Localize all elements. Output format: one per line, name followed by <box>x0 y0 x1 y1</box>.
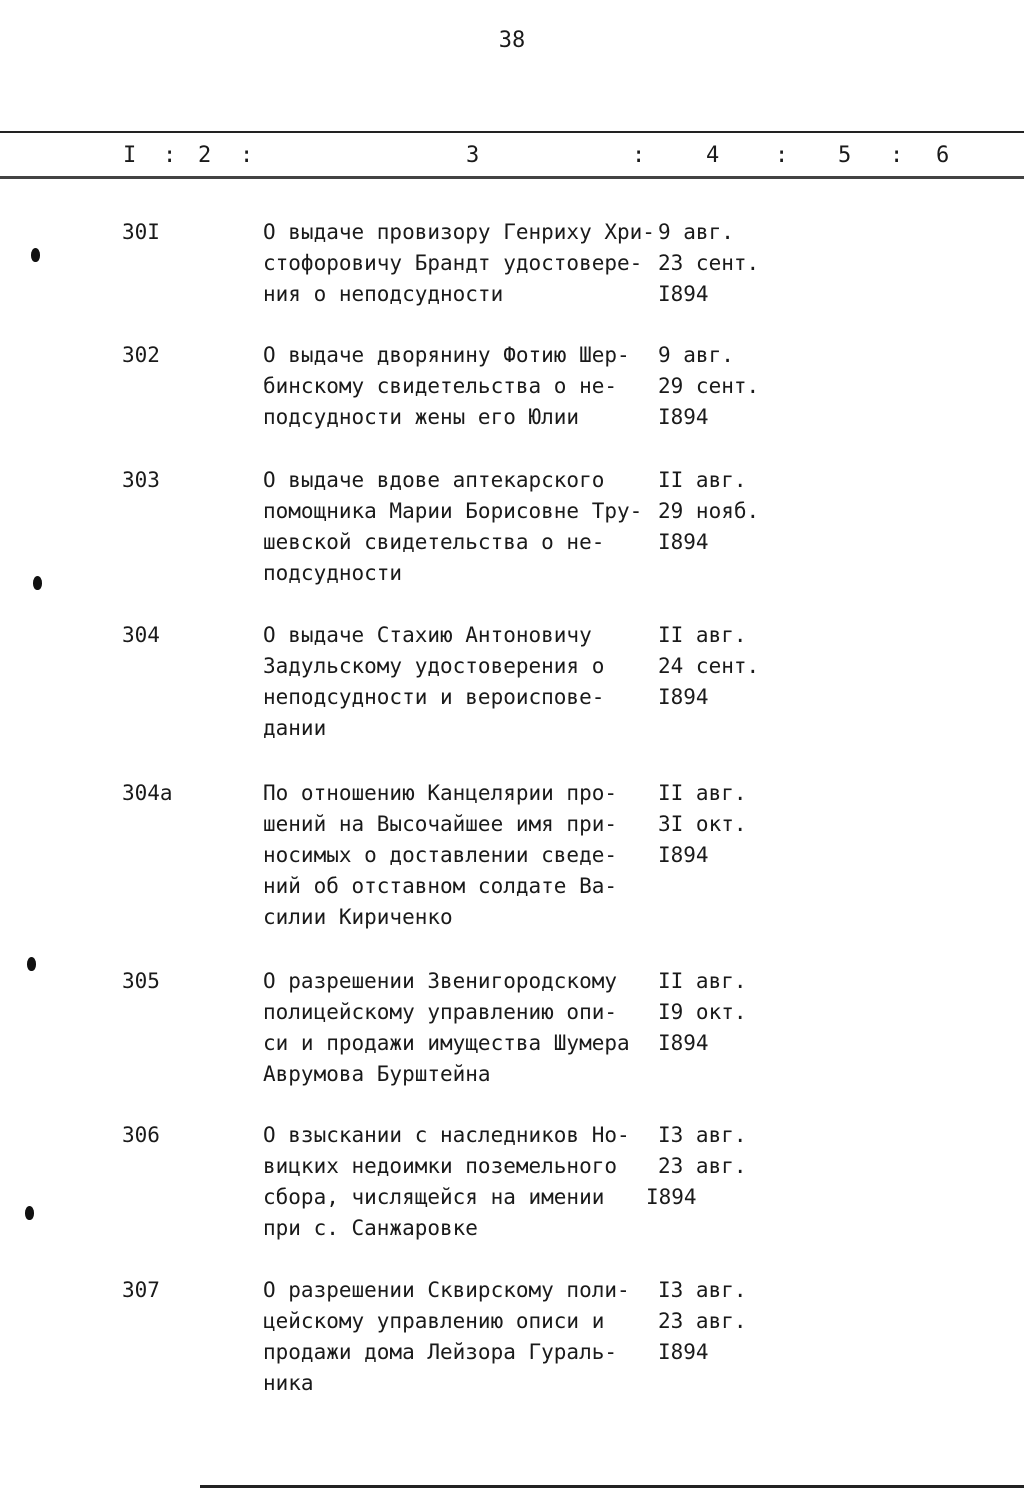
column-separator: : <box>240 143 254 168</box>
entry-description-line: ний об отставном солдате Ва- <box>263 874 618 898</box>
column-header-1: I <box>123 143 137 168</box>
entry-end-date: 3I окт. <box>658 812 747 836</box>
entry-description-line: цейскому управлению описи и <box>263 1309 605 1333</box>
entry-description-line: шевской свидетельства о не- <box>263 530 605 554</box>
entry-description-line: ника <box>263 1371 314 1395</box>
entry-number: 306 <box>122 1123 160 1147</box>
entry-year: I894 <box>658 282 709 306</box>
entry-description-line: бинскому свидетельства о не- <box>263 374 618 398</box>
entry-year: I894 <box>658 685 709 709</box>
entry-year: I894 <box>658 530 709 554</box>
entry-start-date: I3 авг. <box>658 1278 747 1302</box>
entry-description-line: помощника Марии Борисовне Тру- <box>263 499 643 523</box>
column-header-4: 4 <box>706 143 720 168</box>
entry-start-date: II авг. <box>658 623 747 647</box>
entry-start-date: 9 авг. <box>658 343 734 367</box>
entry-year: I894 <box>658 843 709 867</box>
header-bottom-rule <box>0 176 1024 179</box>
entry-description-line: подсудности жены его Юлии <box>263 405 580 429</box>
column-separator: : <box>163 143 177 168</box>
entry-description-line: полицейскому управлению опи- <box>263 1000 618 1024</box>
entry-description-line: носимых о доставлении сведе- <box>263 843 618 867</box>
entry-description-line: дании <box>263 716 327 740</box>
entry-year: I894 <box>658 405 709 429</box>
column-separator: : <box>775 143 789 168</box>
column-header-2: 2 <box>198 143 212 168</box>
column-separator: : <box>632 143 646 168</box>
entry-description-line: при с. Санжаровке <box>263 1216 478 1240</box>
column-header-5: 5 <box>838 143 852 168</box>
entry-start-date: II авг. <box>658 781 747 805</box>
entry-number: 304а <box>122 781 173 805</box>
entry-start-date: II авг. <box>658 468 747 492</box>
entry-description-line: О выдаче вдове аптекарского <box>263 468 605 492</box>
entry-number: 307 <box>122 1278 160 1302</box>
entry-description-line: О разрешении Сквирскому поли- <box>263 1278 630 1302</box>
entry-end-date: 29 нояб. <box>658 499 760 523</box>
entry-start-date: II авг. <box>658 969 747 993</box>
entry-number: 30I <box>122 220 160 244</box>
entry-description-line: силии Кириченко <box>263 905 453 929</box>
entry-end-date: 29 сент. <box>658 374 760 398</box>
binding-mark <box>31 248 40 262</box>
binding-mark <box>27 957 36 971</box>
entry-number: 302 <box>122 343 160 367</box>
entry-end-date: I9 окт. <box>658 1000 747 1024</box>
entry-end-date: 23 авг. <box>658 1309 747 1333</box>
entry-year: I894 <box>658 1340 709 1364</box>
entry-description-line: стофоровичу Брандт удостовере- <box>263 251 643 275</box>
entry-start-date: 9 авг. <box>658 220 734 244</box>
entry-description-line: сбора, числящейся на имении <box>263 1185 605 1209</box>
entry-end-date: 24 сент. <box>658 654 760 678</box>
entry-number: 303 <box>122 468 160 492</box>
page-number: 38 <box>498 28 526 53</box>
entry-description-line: Задульскому удостоверения о <box>263 654 605 678</box>
column-header-3: 3 <box>466 143 480 168</box>
entry-description-line: подсудности <box>263 561 403 585</box>
entry-description-line: продажи дома Лейзора Гураль- <box>263 1340 618 1364</box>
entry-description-line: вицких недоимки поземельного <box>263 1154 618 1178</box>
binding-mark <box>25 1206 34 1220</box>
entry-description-line: шений на Высочайшее имя при- <box>263 812 618 836</box>
entry-start-date: I3 авг. <box>658 1123 747 1147</box>
header-top-rule <box>0 131 1024 133</box>
entry-description-line: По отношению Канцелярии про- <box>263 781 618 805</box>
entry-number: 304 <box>122 623 160 647</box>
entry-end-date: 23 сент. <box>658 251 760 275</box>
footer-rule <box>200 1485 1024 1488</box>
column-separator: : <box>890 143 904 168</box>
entry-number: 305 <box>122 969 160 993</box>
entry-description-line: си и продажи имущества Шумера <box>263 1031 630 1055</box>
entry-description-line: О выдаче Стахию Антоновичу <box>263 623 592 647</box>
entry-year: I894 <box>646 1185 697 1209</box>
entry-description-line: О разрешении Звенигородскому <box>263 969 618 993</box>
entry-description-line: ния о неподсудности <box>263 282 504 306</box>
entry-end-date: 23 авг. <box>658 1154 747 1178</box>
entry-description-line: неподсудности и вероиспове- <box>263 685 605 709</box>
entry-description-line: Аврумова Бурштейна <box>263 1062 491 1086</box>
entry-description-line: О выдаче провизору Генриху Хри- <box>263 220 655 244</box>
column-header-6: 6 <box>936 143 950 168</box>
entry-year: I894 <box>658 1031 709 1055</box>
binding-mark <box>33 576 42 590</box>
entry-description-line: О взыскании с наследников Но- <box>263 1123 630 1147</box>
entry-description-line: О выдаче дворянину Фотию Шер- <box>263 343 630 367</box>
